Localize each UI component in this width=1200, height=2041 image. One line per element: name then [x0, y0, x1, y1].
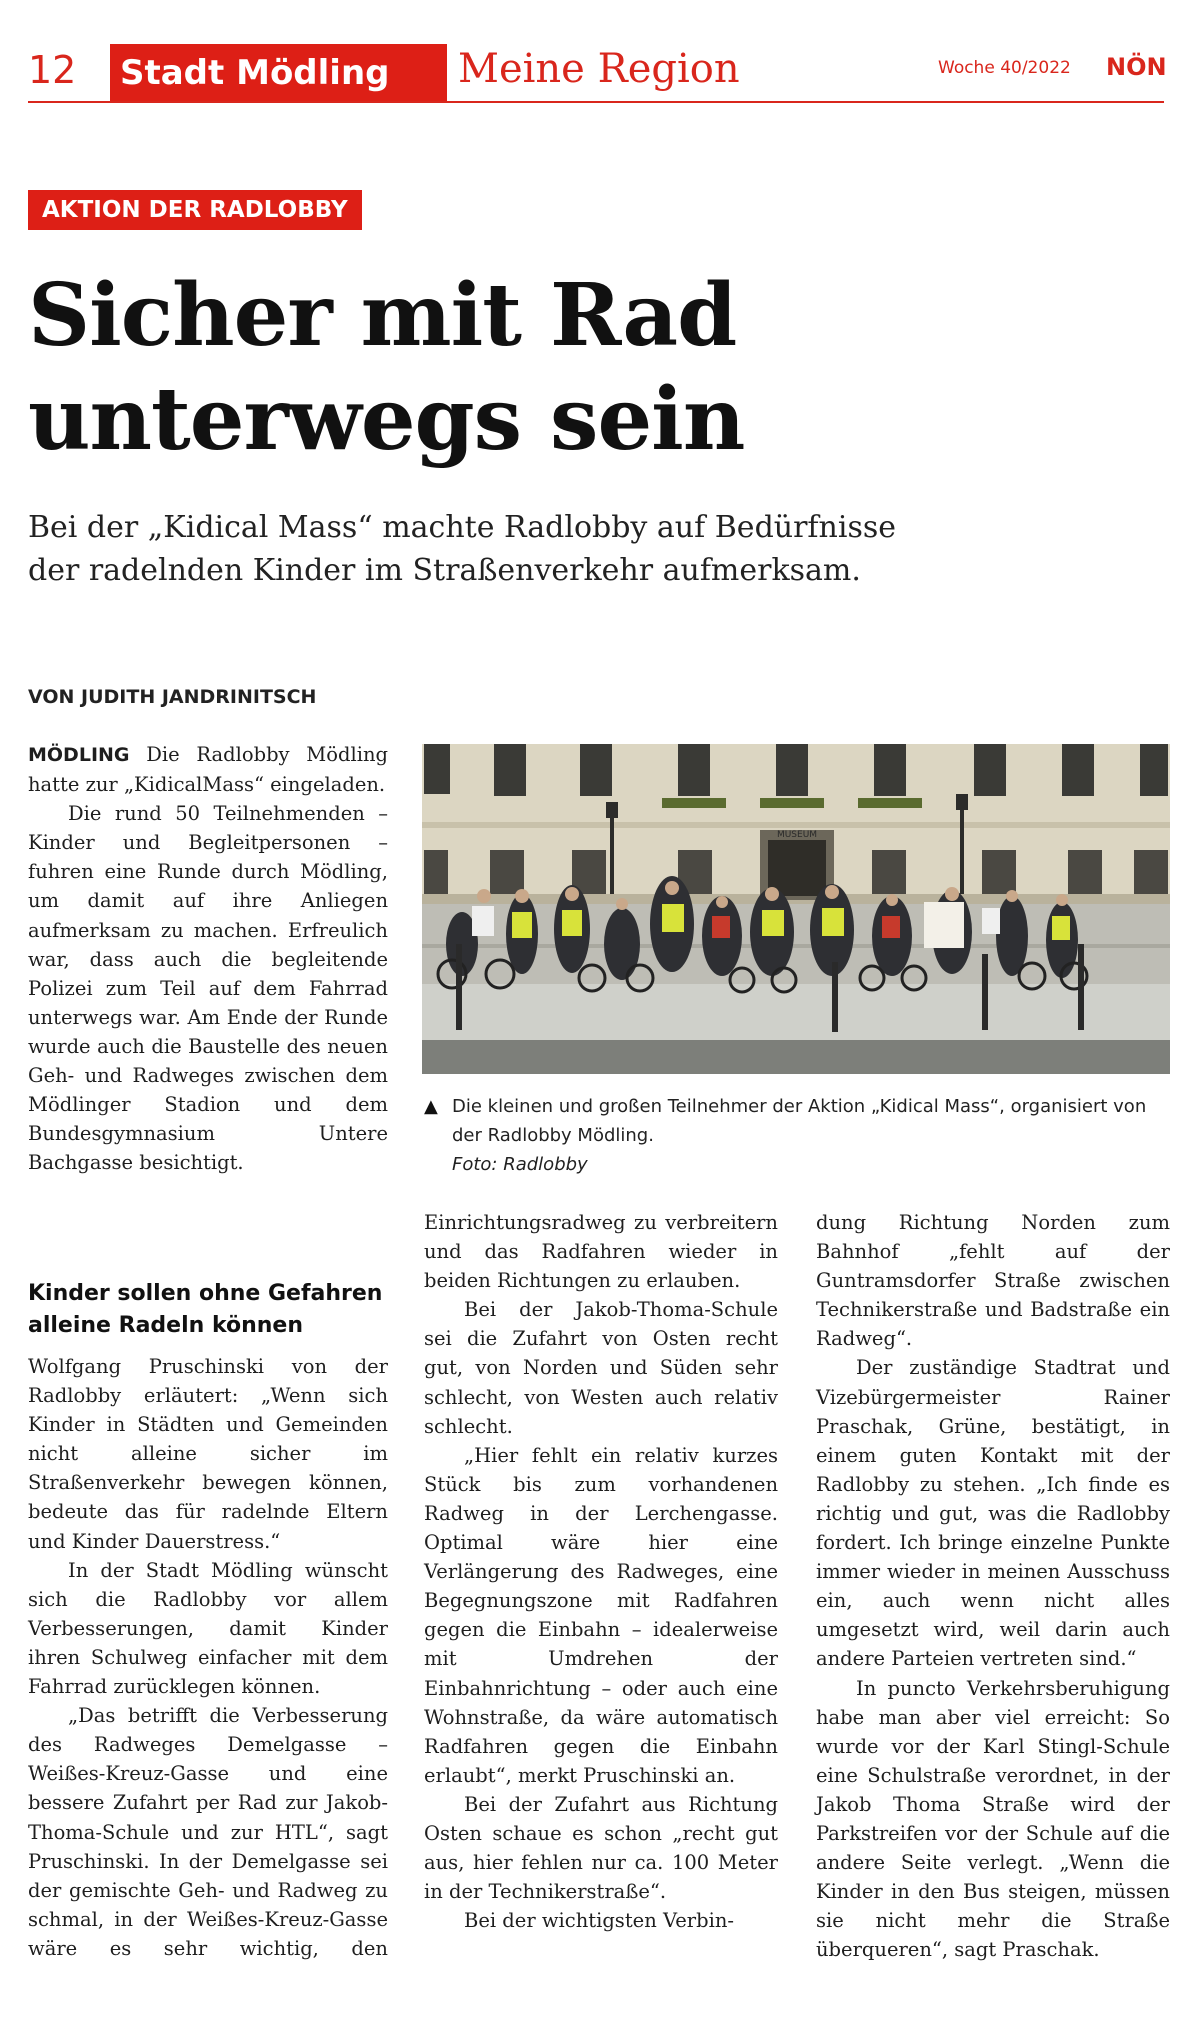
paragraph: Bei der wichtigsten Verbin- — [464, 1909, 734, 1933]
headline — [28, 264, 1128, 472]
page-header — [28, 40, 1167, 104]
headline-line-2: unterwegs sein — [28, 369, 745, 470]
caption-line-2: der Radlobby Mödling. — [452, 1125, 654, 1146]
paragraph: In puncto Verkehrsberuhigung habe man aber viel erreicht: So wurde vor der Karl Stingl-Schule eine Schulstraße verordnet, in der Jakob Thoma Straße wird der Parkstreifen vor der Schule auf die andere Seite verlegt. „Wenn die Kinder in den Bus steigen, müssen sie nicht mehr die Straße überqueren“, sagt Praschak. — [816, 1676, 1170, 1962]
paragraph: MÖDLING Die Radlobby Mödling hatte zur „KidicalMass“ eingeladen. — [28, 743, 388, 797]
brand-logo: NÖN — [1106, 53, 1167, 81]
page-number: 12 — [28, 48, 77, 92]
subheadline: Bei der „Kidical Mass“ machte Radlobby auf Bedürfnisse der radelnden Kinder im Straßenverkehr aufmerksam. — [28, 510, 896, 588]
paragraph: Einrichtungsradweg zu verbreitern und das Radfahren wieder in beiden Richtungen zu erlauben. — [424, 1211, 778, 1293]
column-1-top — [28, 740, 388, 1177]
dateline: MÖDLING — [28, 744, 130, 766]
section-label — [110, 44, 447, 102]
column-1-bottom — [28, 1352, 388, 1963]
section-label-text: Stadt Mödling — [120, 53, 390, 93]
paragraph: Wolfgang Pruschinski von der Radlobby erläutert: „Wenn sich Kinder in Städten und Gemeinden nicht alleine sicher im Straßenverkehr bewegen können, bedeute das für radelnde Eltern und Kinder Dauerstress.“ — [28, 1355, 388, 1553]
paragraph: „Hier fehlt ein relativ kurzes Stück bis zum vorhandenen Radweg in der Lerchengasse. Optimal wäre hier eine Verlängerung des Radweges, eine Begegnungszone mit Radfahren gegen die Einbahn – idealerweise mit Umdrehen der Einbahnrichtung – oder auch eine Wohnstraße, da wäre automatisch Radfahren gegen die Einbahn erlaubt“, merkt Pruschinski an. — [424, 1443, 778, 1787]
paragraph: dung Richtung Norden zum Bahnhof „fehlt auf der Guntramsdorfer Straße zwischen Technikerstraße und Badstraße ein Radweg“. — [816, 1211, 1170, 1351]
column-3 — [816, 1208, 1170, 1964]
building-sign: MUSEUM — [776, 830, 818, 840]
crosshead: Kinder sollen ohne Gefahren alleine Radeln können — [28, 1281, 383, 1338]
triangle-up-icon: ▲ — [424, 1096, 438, 1117]
issue-label: Woche 40/2022 — [938, 58, 1071, 78]
paragraph: „Das betrifft die Verbesserung des Radweges Demelgasse – Weißes-Kreuz-Gasse und eine bessere Zufahrt per Rad zur Jakob-Thoma-Schule und zur HTL“, sagt Pruschinski. In der Demelgasse sei der gemischte Geh- und Radweg zu schmal, in der Weißes-Kreuz-Gasse wäre es sehr wichtig, den — [28, 1704, 388, 1960]
paragraph: Bei der Jakob-Thoma-Schule sei die Zufahrt von Osten recht gut, von Norden und Süden sehr schlecht, von Westen auch relativ schlecht. — [424, 1298, 778, 1438]
paragraph: Die rund 50 Teilnehmenden – Kinder und Begleitpersonen – fuhren eine Runde durch Mödling, um damit auf ihre Anliegen aufmerksam zu machen. Erfreulich war, dass auch die begleitende Polizei zum Teil auf dem Fahrrad unterwegs war. Am Ende der Runde wurde auch die Baustelle des neuen Geh- und Radweges zwischen dem Mödlinger Stadion und dem Bundesgymnasium Untere Bachgasse besichtigt. — [28, 802, 388, 1175]
group-photo-illustration — [422, 744, 1170, 1074]
photo-credit: Foto: Radlobby — [452, 1154, 588, 1175]
region-label: Meine Region — [458, 46, 740, 92]
column-2 — [424, 1208, 778, 1935]
group-photo — [422, 744, 1170, 1074]
kicker-label: AKTION DER RADLOBBY — [28, 190, 362, 230]
caption-line-1: Die kleinen und großen Teilnehmer der Aktion „Kidical Mass“, organisiert von — [452, 1096, 1147, 1117]
paragraph: In der Stadt Mödling wünscht sich die Radlobby vor allem Verbesserungen, damit Kinder ihren Schulweg einfacher mit dem Fahrrad zurücklegen können. — [28, 1558, 388, 1699]
photo-caption — [424, 1092, 1170, 1179]
paragraph: Bei der Zufahrt aus Richtung Osten schaue es schon „recht gut aus, hier fehlen nur ca. 100 Meter in der Technikerstraße“. — [424, 1792, 778, 1904]
byline: VON JUDITH JANDRINITSCH — [28, 686, 317, 708]
header-divider — [28, 101, 1164, 103]
paragraph: Der zuständige Stadtrat und Vizebürgermeister Rainer Praschak, Grüne, bestätigt, in einem guten Kontakt mit der Radlobby zu stehen. „Ich finde es richtig und gut, was die Radlobby fordert. Ich bringe einzelne Punkte immer wieder in meinen Ausschuss ein, auch wenn nicht alles umgesetzt wird, weil darin auch andere Parteien vertreten sind.“ — [816, 1356, 1170, 1671]
headline-line-1: Sicher mit Rad — [28, 265, 737, 366]
